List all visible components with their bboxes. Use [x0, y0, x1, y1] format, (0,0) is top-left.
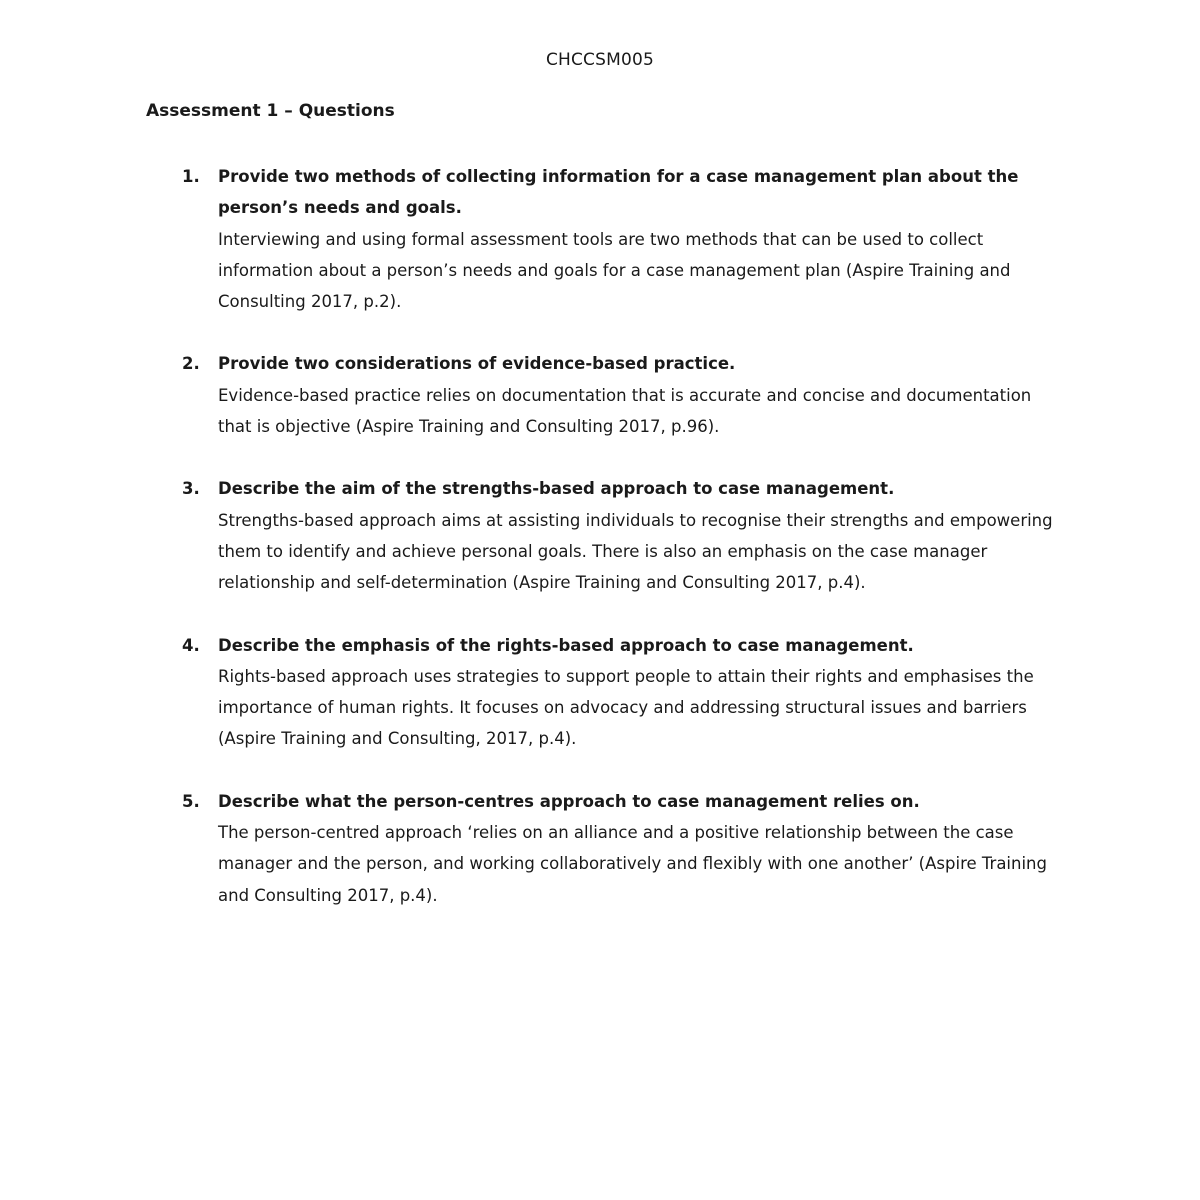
question-number: 1.: [182, 167, 200, 186]
answer-text: Strengths-based approach aims at assisting individuals to recognise their strengths and empowering them to identify and achieve personal goals. There is also an emphasis on the case manager relationship and self-determination (Aspire Training and Consulting 2017, p.4).: [218, 510, 1053, 593]
unit-code-header: CHCCSM005: [545, 50, 655, 70]
question-text: Describe the emphasis of the rights-based approach to case management.: [218, 635, 914, 655]
question-item: [0, 786, 1200, 911]
answer-text: Evidence-based practice relies on documentation that is accurate and concise and documentation that is objective (Aspire Training and Consulting 2017, p.96).: [218, 385, 1032, 437]
question-item: [0, 161, 1200, 317]
document-title: Assessment 1 – Questions: [146, 101, 395, 121]
answer-text: Rights-based approach uses strategies to support people to attain their rights and emphasises the importance of human rights. It focuses on advocacy and addressing structural issues and barriers (Aspire Training and Consulting, 2017, p.4).: [218, 666, 1034, 749]
question-text: Provide two considerations of evidence-based practice.: [218, 354, 736, 374]
question-number: 5.: [182, 791, 200, 811]
question-text: Describe the aim of the strengths-based approach to case management.: [218, 479, 895, 499]
answer-text: Interviewing and using formal assessment tools are two methods that can be used to collect information about a person’s needs and goals for a case management plan (Aspire Training and Consulting 2017, p.2).: [218, 229, 1011, 312]
answer-text: The person-centred approach ‘relies on an alliance and a positive relationship between the case manager and the person, and working collaboratively and flexibly with one another’ (Aspire Training and Consulting 2017, p.4).: [218, 823, 1047, 905]
question-item: [0, 630, 1200, 755]
question-number: 2.: [182, 354, 200, 374]
question-item: [0, 473, 1200, 598]
question-text: Describe what the person-centres approach to case management relies on.: [218, 791, 920, 811]
question-number: 3.: [182, 479, 200, 499]
question-number: 4.: [182, 635, 200, 655]
question-item: [0, 348, 1200, 442]
question-text: Provide two methods of collecting information for a case management plan about the person’s needs and goals.: [218, 167, 1019, 218]
question-list: [0, 161, 1200, 942]
